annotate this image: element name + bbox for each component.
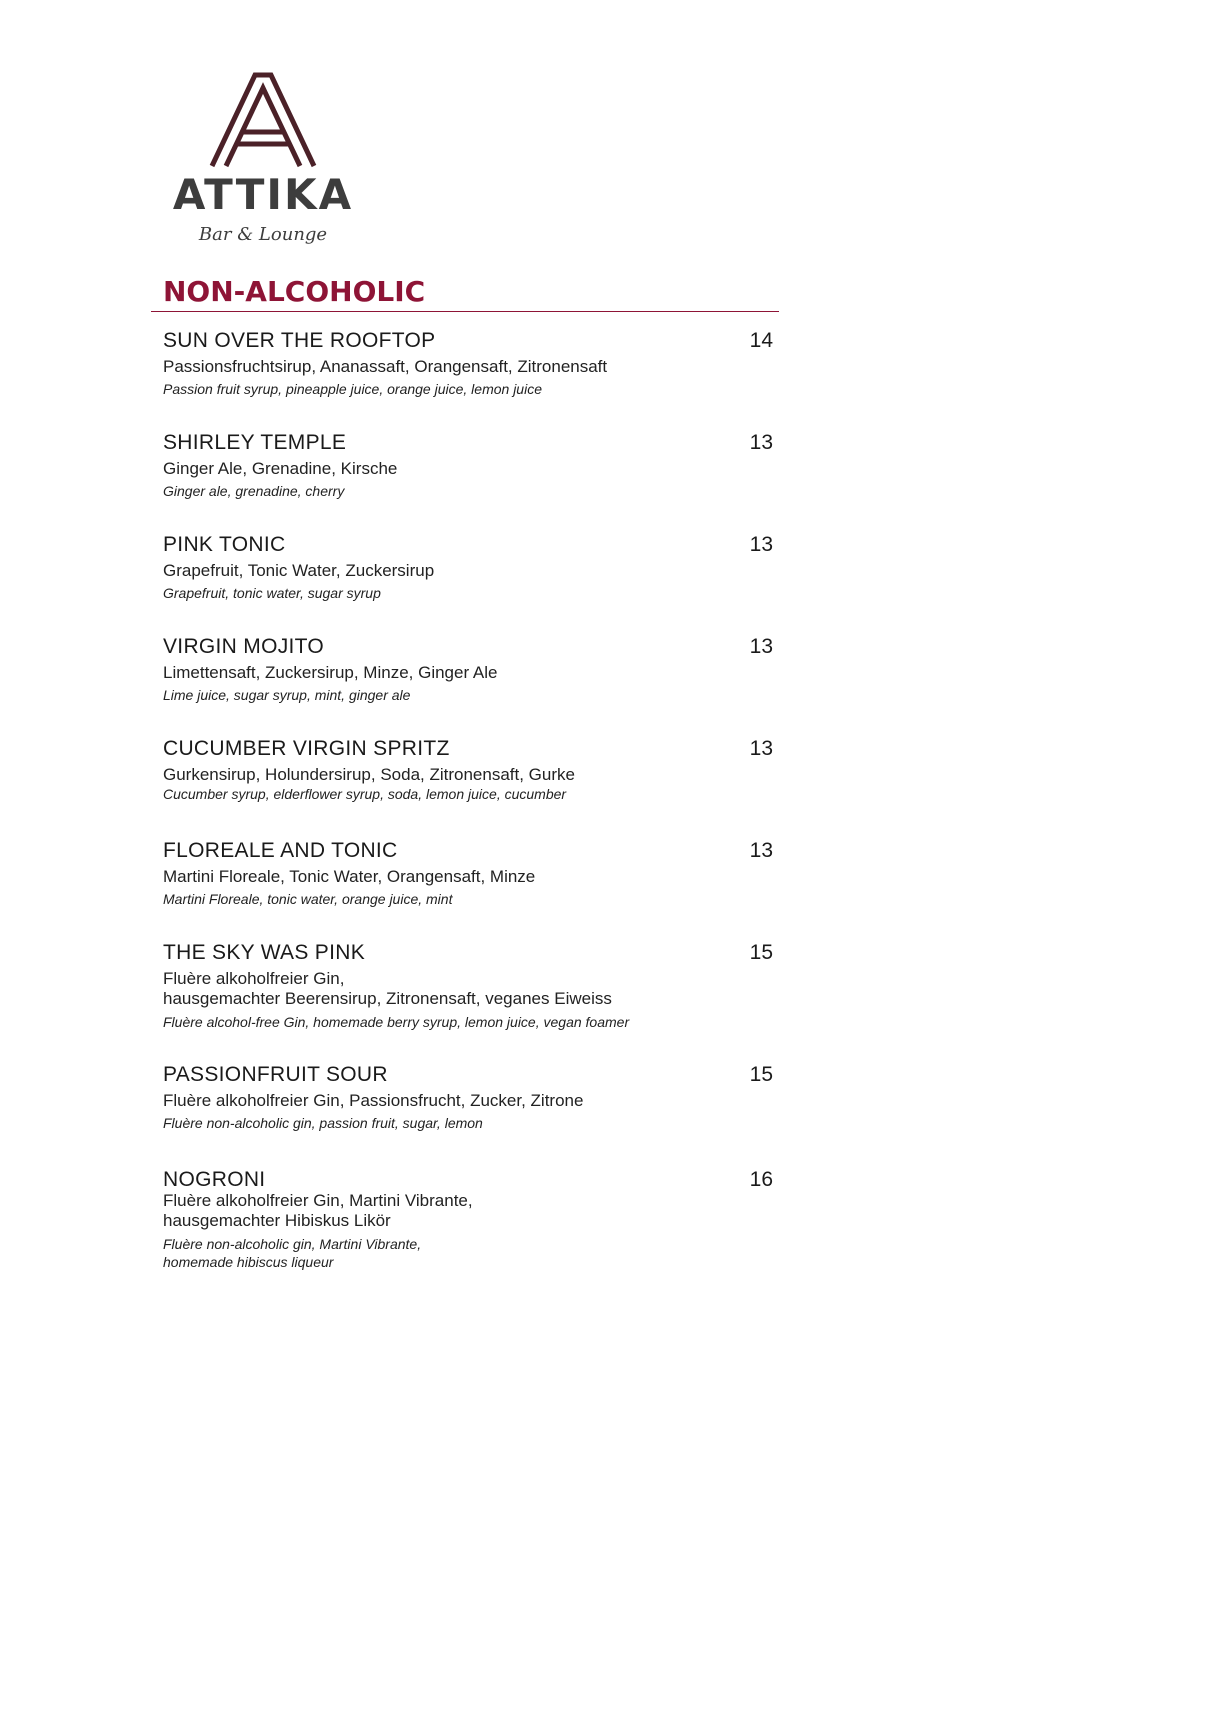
item-name: SHIRLEY TEMPLE bbox=[163, 431, 347, 454]
item-name: CUCUMBER VIRGIN SPRITZ bbox=[163, 737, 450, 760]
item-price: 13 bbox=[749, 533, 773, 556]
item-name: SUN OVER THE ROOFTOP bbox=[163, 329, 436, 352]
item-description-en: Passion fruit syrup, pineapple juice, orange juice, lemon juice bbox=[163, 381, 542, 397]
item-price: 16 bbox=[749, 1168, 773, 1191]
item-name: PASSIONFRUIT SOUR bbox=[163, 1063, 388, 1086]
item-description-en: Cucumber syrup, elderflower syrup, soda, lemon juice, cucumber bbox=[163, 786, 567, 802]
item-description-en-line2: homemade hibiscus liqueur bbox=[163, 1254, 334, 1270]
brand-logo bbox=[163, 70, 363, 250]
item-description-de: Fluère alkoholfreier Gin, Martini Vibrante, bbox=[163, 1191, 473, 1210]
item-price: 14 bbox=[749, 329, 773, 352]
item-description-de: Limettensaft, Zuckersirup, Minze, Ginger Ale bbox=[163, 663, 498, 682]
item-price: 13 bbox=[749, 431, 773, 454]
item-name: NOGRONI bbox=[163, 1168, 266, 1191]
item-description-en: Fluère non-alcoholic gin, passion fruit, sugar, lemon bbox=[163, 1115, 483, 1131]
item-name: FLOREALE AND TONIC bbox=[163, 839, 398, 862]
item-description-de: Grapefruit, Tonic Water, Zuckersirup bbox=[163, 561, 435, 580]
item-description-en: Lime juice, sugar syrup, mint, ginger ale bbox=[163, 687, 411, 703]
brand-name: ATTIKA bbox=[172, 170, 354, 219]
item-name: PINK TONIC bbox=[163, 533, 286, 556]
item-description-en: Ginger ale, grenadine, cherry bbox=[163, 483, 345, 499]
item-name: THE SKY WAS PINK bbox=[163, 941, 366, 964]
item-description-de: Fluère alkoholfreier Gin, bbox=[163, 969, 345, 988]
item-description-en: Fluère non-alcoholic gin, Martini Vibrante, bbox=[163, 1236, 422, 1252]
item-price: 15 bbox=[749, 1063, 773, 1086]
item-description-en: Fluère alcohol-free Gin, homemade berry syrup, lemon juice, vegan foamer bbox=[163, 1014, 630, 1030]
item-price: 13 bbox=[749, 737, 773, 760]
section-divider bbox=[151, 311, 779, 312]
item-description-de: Fluère alkoholfreier Gin, Passionsfrucht, Zucker, Zitrone bbox=[163, 1091, 584, 1110]
item-description-de-line2: hausgemachter Beerensirup, Zitronensaft, veganes Eiweiss bbox=[163, 989, 612, 1008]
item-description-de: Passionsfruchtsirup, Ananassaft, Orangensaft, Zitronensaft bbox=[163, 357, 608, 376]
item-description-en: Grapefruit, tonic water, sugar syrup bbox=[163, 585, 381, 601]
item-description-de: Gurkensirup, Holundersirup, Soda, Zitronensaft, Gurke bbox=[163, 765, 575, 784]
item-description-de: Martini Floreale, Tonic Water, Orangensaft, Minze bbox=[163, 867, 536, 886]
item-price: 15 bbox=[749, 941, 773, 964]
section-title: NON-ALCOHOLIC bbox=[163, 275, 426, 308]
letter-a-logo-icon bbox=[208, 72, 318, 168]
item-price: 13 bbox=[749, 635, 773, 658]
brand-subtitle: Bar & Lounge bbox=[198, 224, 328, 245]
item-description-de: Ginger Ale, Grenadine, Kirsche bbox=[163, 459, 398, 478]
item-price: 13 bbox=[749, 839, 773, 862]
item-description-de-line2: hausgemachter Hibiskus Likör bbox=[163, 1211, 391, 1230]
item-name: VIRGIN MOJITO bbox=[163, 635, 325, 658]
item-description-en: Martini Floreale, tonic water, orange juice, mint bbox=[163, 891, 453, 907]
